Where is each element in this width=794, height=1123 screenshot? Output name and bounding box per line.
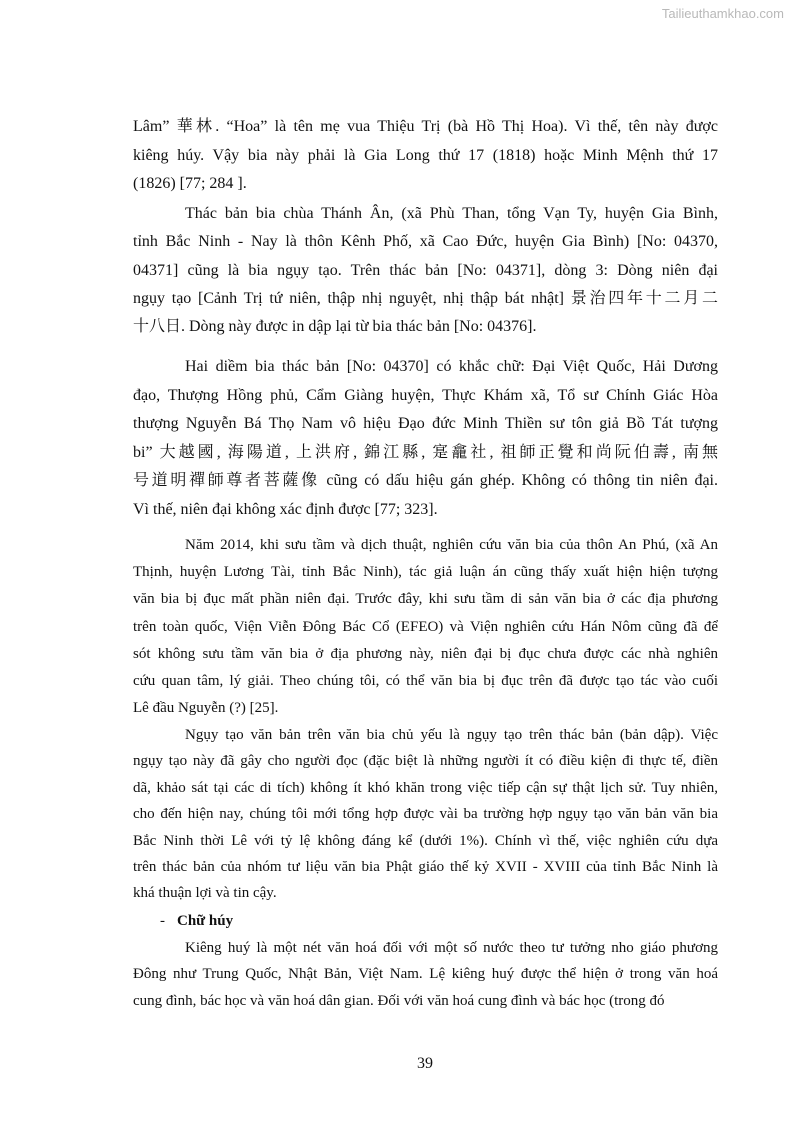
text-line: kiêng húy. Vậy bia này phải là Gia Long thứ 17 (1818) hoặc Minh Mệnh thứ 17 <box>133 146 718 164</box>
text-line: cung đình, bác học và văn hoá dân gian. Đối với văn hoá cung đình và bác học (trong đó <box>133 993 665 1010</box>
paragraph-6 <box>133 935 718 1015</box>
text-line: Năm 2014, khi sưu tầm và dịch thuật, nghiên cứu văn bia của thôn An Phú, (xã An <box>185 537 718 553</box>
page-number: 39 <box>417 1055 433 1072</box>
paragraph-3 <box>133 353 718 525</box>
text-line: Hai diềm bia thác bản [No: 04370] có khắc chữ: Đại Việt Quốc, Hải Dương <box>185 358 718 375</box>
section-heading <box>133 908 718 935</box>
text-line: trên thác bản của nhóm tư liệu văn bia Phật giáo thế kỷ XVII - XVIII của tỉnh Bắc Ninh là <box>133 859 718 876</box>
section-chu-huy <box>133 908 718 1015</box>
text-line: Thịnh, huyện Lương Tài, tỉnh Bắc Ninh), tác giả luận án cũng thấy xuất hiện hiện tượng <box>133 564 718 581</box>
text-line: bi” 大越國, 海陽道, 上洪府, 錦江縣, 寔龕社, 祖師正覺和尚阮伯壽, 南無 <box>133 443 718 461</box>
text-line: Ngụy tạo văn bản trên văn bia chủ yếu là ngụy tạo trên thác bản (bản dập). Việc <box>185 727 718 743</box>
text-line: dã, khảo sát tại các di tích) không ít khó khăn trong việc tiếp cận sự thật lịch sử. Tuy nhiên, <box>133 779 718 796</box>
text-line: Thác bản bia chùa Thánh Ân, (xã Phù Than, tổng Vạn Ty, huyện Gia Bình, <box>185 205 718 222</box>
text-line: Đông như Trung Quốc, Nhật Bản, Việt Nam. Lệ kiêng huý được thể hiện ở trong văn hoá <box>133 966 718 983</box>
text-line: khá thuận lợi và tin cậy. <box>133 885 277 902</box>
text-line: cho đến hiện nay, chúng tôi mới tổng hợp được vài ba trường hợp ngụy tạo văn bản văn bia <box>133 806 718 823</box>
paragraph-1 <box>133 113 718 199</box>
text-line: sót không sưu tầm văn bia ở địa phương này, niên đại bị đục chưa được các nhà nghiên <box>133 645 718 662</box>
text-line: 号道明禪師尊者菩薩像 cũng có dấu hiệu gán ghép. Không có thông tin niên đại. <box>133 472 718 490</box>
text-line: thượng Nguyễn Bá Thọ Nam vô hiệu Đạo đức Minh Thiền sư tôn giả Bồ Tát tượng <box>133 415 718 433</box>
text-line: Lê đầu Nguyễn (?) [25]. <box>133 700 279 717</box>
text-line: Lâm” 華林. “Hoa” là tên mẹ vua Thiệu Trị (bà Hồ Thị Hoa). Vì thế, tên này được <box>133 118 718 135</box>
heading-bullet: - <box>160 913 165 929</box>
text-line: văn bia bị đục mất phần niên đại. Trước đây, khi sưu tầm di sản văn bia ở các địa phương <box>133 591 718 608</box>
text-line: ngụy tạo [Cảnh Trị tứ niên, thập nhị nguyệt, nhị thập bát nhật] 景治四年十二月二 <box>133 289 718 307</box>
text-line: 十八日. Dòng này được in dập lại từ bia thác bản [No: 04376]. <box>133 318 537 336</box>
paragraph-5 <box>133 722 718 907</box>
text-line: ngụy tạo này đã gây cho người đọc (đặc biệt là những người ít có điều kiện đi thực tế, điền <box>133 753 718 770</box>
text-line: đạo, Thượng Hồng phủ, Cẩm Giàng huyện, Thực Khám xã, Tổ sư Chính Giác Hòa <box>133 386 718 404</box>
text-line: 04371] cũng là bia ngụy tạo. Trên thác bản [No: 04371], dòng 3: Dòng niên đại <box>133 261 718 279</box>
text-line: (1826) [77; 284 ]. <box>133 175 247 193</box>
paragraph-2 <box>133 200 718 341</box>
heading-text: Chữ húy <box>177 913 234 929</box>
text-line: Vì thế, niên đại không xác định được [77; 323]. <box>133 500 438 518</box>
watermark: Tailieuthamkhao.com <box>661 6 784 21</box>
text-line: tỉnh Bắc Ninh - Nay là thôn Kênh Phố, xã Cao Đức, huyện Gia Bình) [No: 04370, <box>133 233 718 251</box>
text-line: cứu quan tâm, lý giải. Theo chúng tôi, có thể văn bia bị đục trên đã được tạo tác vào cuối <box>133 673 718 690</box>
text-line: Bắc Ninh thời Lê với tỷ lệ không đáng kể (dưới 1%). Chính vì thế, việc nghiên cứu dựa <box>133 832 718 849</box>
text-line: trên toàn quốc, Viện Viễn Đông Bác Cổ (EFEO) và Viện nghiên cứu Hán Nôm cũng đã để <box>133 618 718 635</box>
text-line: Kiêng huý là một nét văn hoá đối với một số nước theo tư tưởng nho giáo phương <box>185 939 718 956</box>
paragraph-4 <box>133 532 718 722</box>
